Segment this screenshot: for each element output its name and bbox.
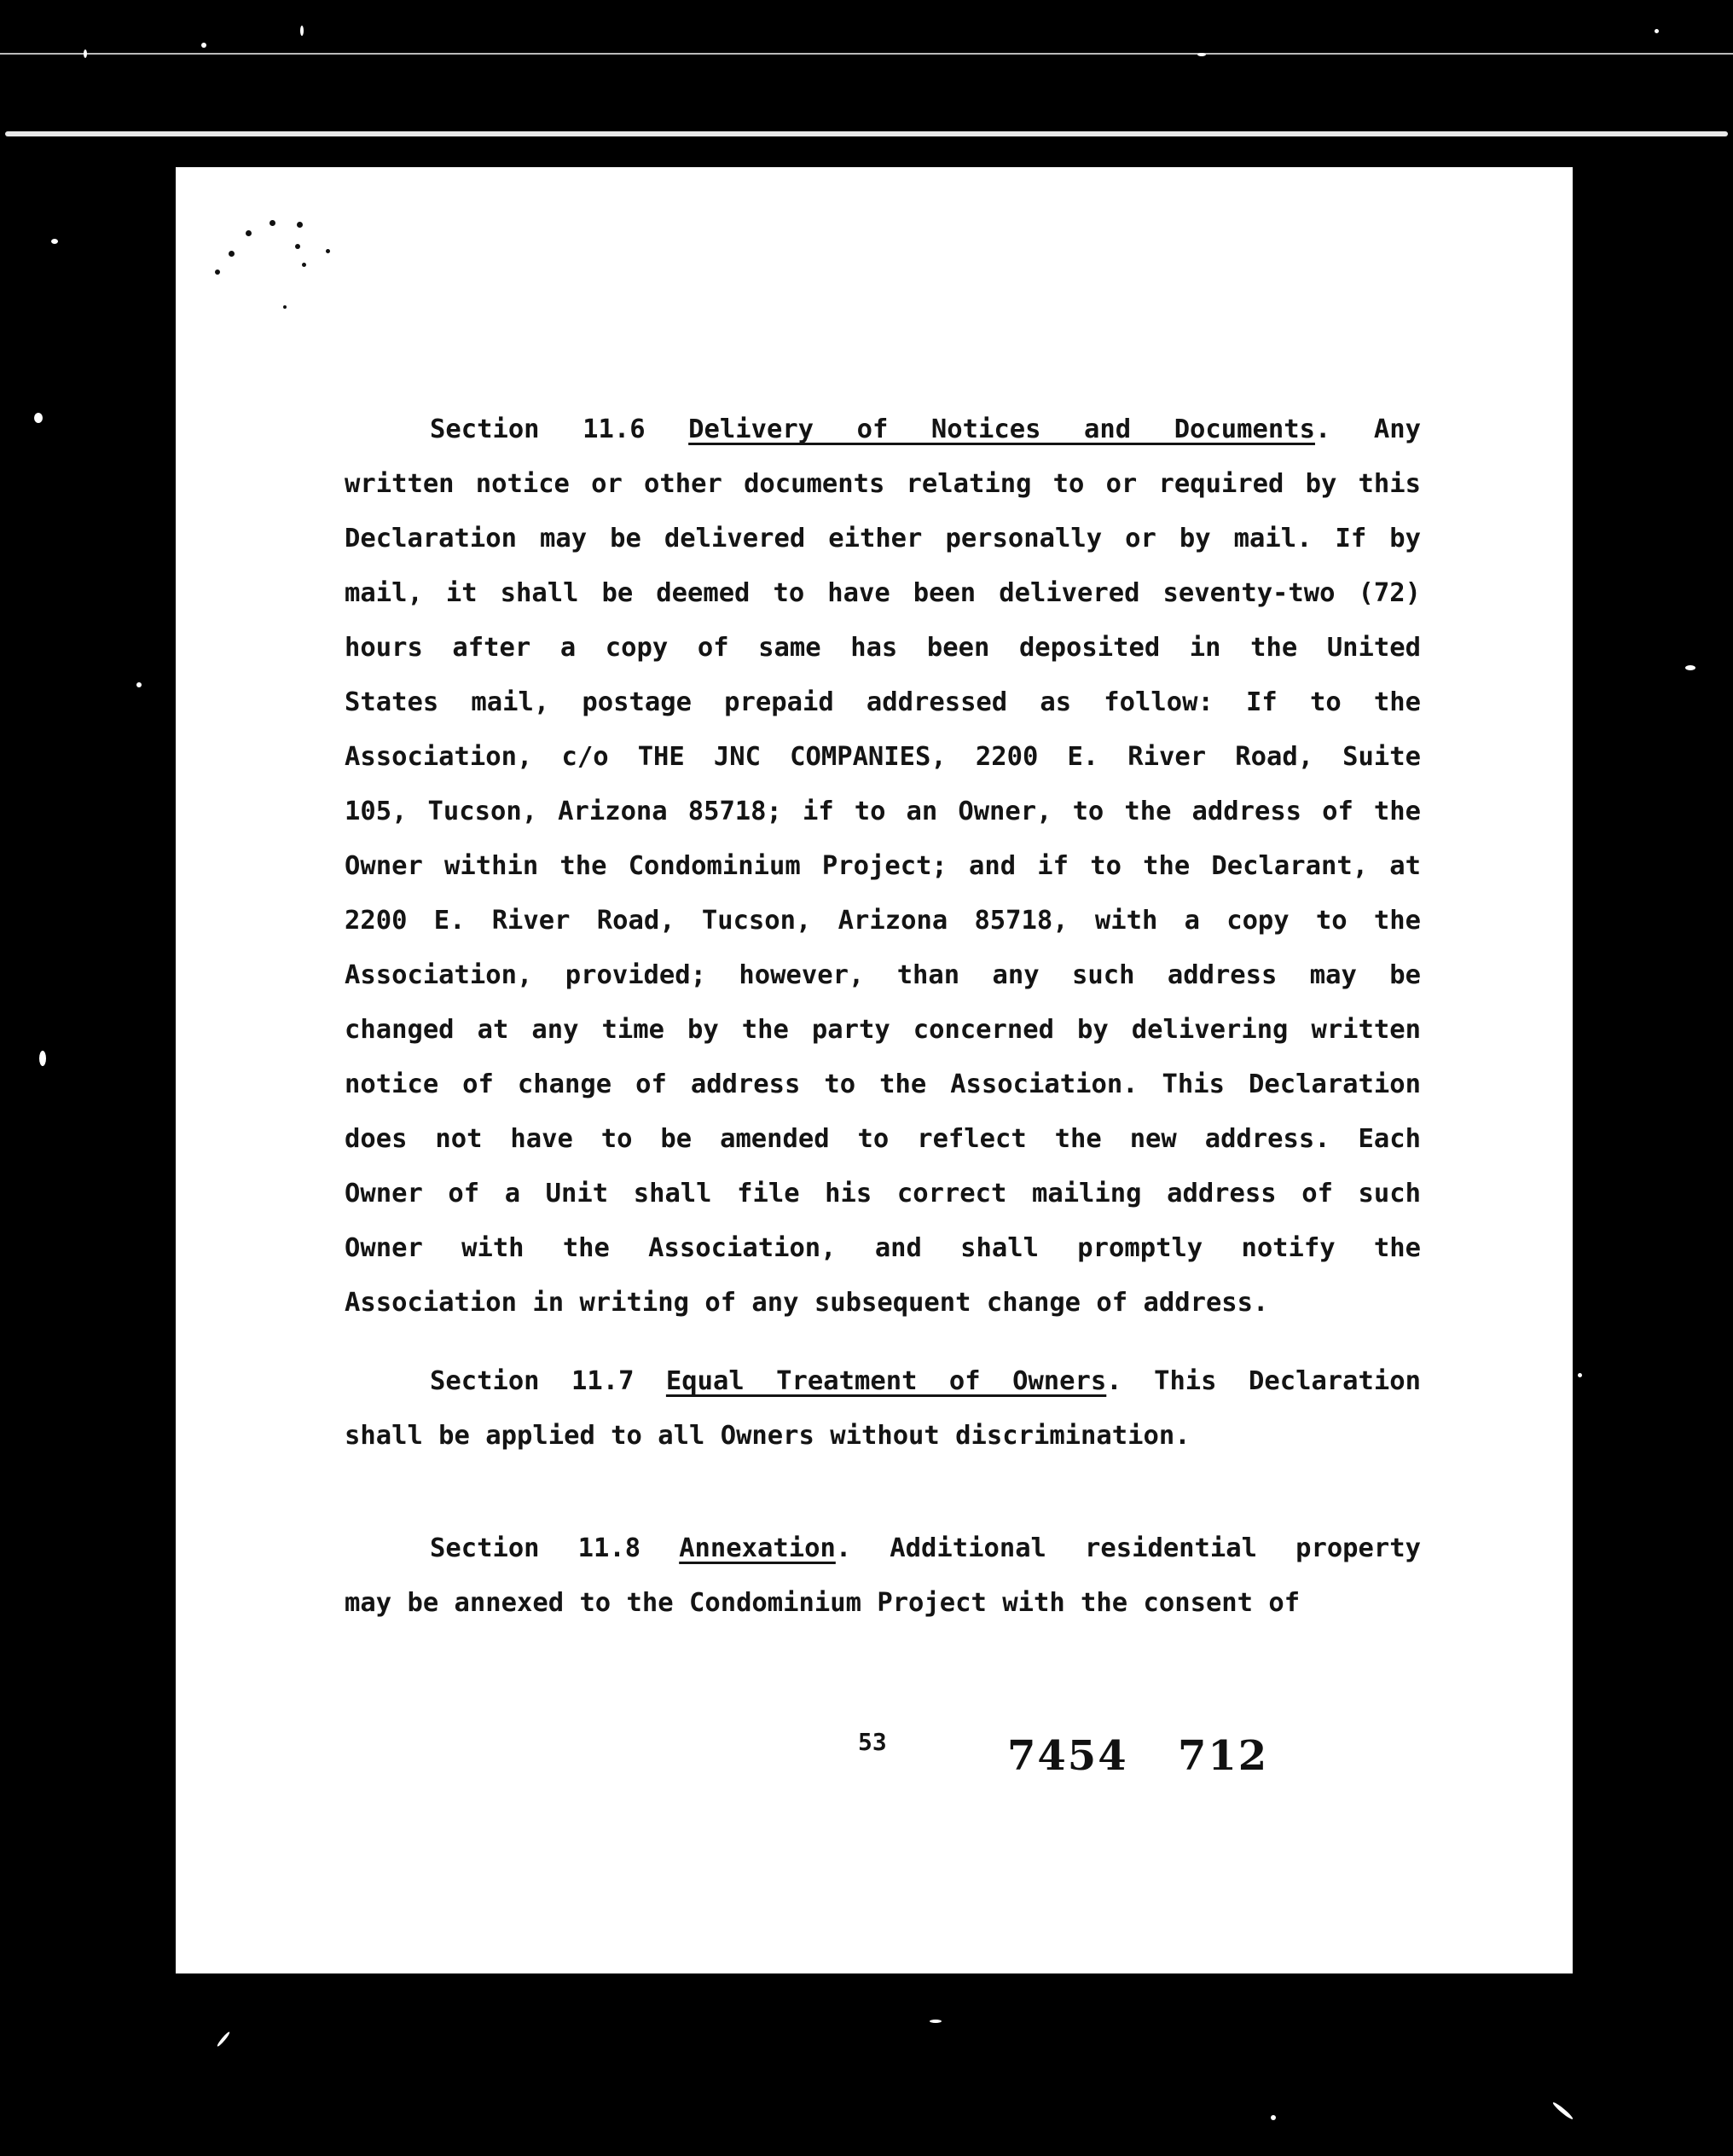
section-heading: Equal Treatment of Owners [665, 1366, 1107, 1396]
page-speck [246, 230, 252, 236]
page-speck [229, 251, 235, 257]
scan-speck [1551, 2101, 1574, 2120]
text-line: Section 11.8 Annexation. Additional residential property [430, 1533, 1421, 1563]
text-line: Declaration may be delivered either personally or by mail. If by [345, 524, 1421, 553]
scan-artifact-line [5, 131, 1728, 136]
text-line: Association, c/o THE JNC COMPANIES, 2200 E. River Road, Suite [345, 742, 1421, 772]
text-line: 105, Tucson, Arizona 85718; if to an Owner, to the address of the [345, 797, 1421, 826]
text-line: Owner with the Association, and shall promptly notify the [345, 1233, 1421, 1263]
section-heading: Annexation [679, 1533, 836, 1563]
recording-page-number: 712 [1178, 1732, 1269, 1780]
text-line: may be annexed to the Condominium Project with the consent of [345, 1588, 1301, 1618]
text-line: Owner of a Unit shall file his correct mailing address of such [345, 1179, 1421, 1208]
scan-speck [1655, 29, 1659, 33]
text-line: Association in writing of any subsequent change of address. [345, 1288, 1269, 1318]
page-speck [283, 305, 287, 309]
scan-speck [1197, 53, 1206, 56]
text-line: Owner within the Condominium Project; and if to the Declarant, at [345, 851, 1421, 881]
scan-speck [1578, 1373, 1582, 1377]
text-line: shall be applied to all Owners without discrimination. [345, 1421, 1191, 1451]
scan-speck [39, 1051, 46, 1066]
scan-speck [1685, 665, 1695, 670]
scan-speck [216, 2031, 230, 2047]
text-line: notice of change of address to the Association. This Declaration [345, 1069, 1421, 1099]
page-speck [302, 263, 306, 267]
text-line: Association, provided; however, than any such address may be [345, 960, 1421, 990]
text-line: Section 11.7 Equal Treatment of Owners. This Declaration [430, 1366, 1421, 1396]
scan-speck [136, 682, 142, 687]
section-11-6 [345, 403, 1421, 1330]
section-11-8 [345, 1521, 1421, 1631]
recording-book-number: 7454 [1007, 1732, 1128, 1780]
page-speck [270, 220, 275, 226]
page-speck [297, 222, 303, 228]
text-line: does not have to be amended to reflect the new address. Each [345, 1124, 1421, 1154]
text-line: changed at any time by the party concerned by delivering written [345, 1015, 1421, 1045]
scan-speck [201, 43, 206, 48]
scan-border-top [0, 0, 1733, 171]
scan-speck [1271, 2115, 1276, 2120]
scan-speck [84, 49, 87, 58]
text-line: written notice or other documents relating to or required by this [345, 469, 1421, 499]
section-heading: Delivery of Notices and Documents [688, 414, 1315, 444]
text-line: States mail, postage prepaid addressed as follow: If to the [345, 687, 1421, 717]
scan-speck [300, 26, 304, 36]
document-page [176, 167, 1573, 1973]
scan-speck [930, 2020, 942, 2023]
section-11-7 [345, 1354, 1421, 1463]
page-speck [326, 249, 330, 253]
page-speck [295, 244, 300, 249]
scan-speck [34, 413, 43, 423]
scan-artifact-line [0, 53, 1733, 55]
text-line: hours after a copy of same has been deposited in the United [345, 633, 1421, 663]
text-line: Section 11.6 Delivery of Notices and Documents. Any [430, 414, 1421, 444]
page-number: 53 [858, 1728, 887, 1756]
text-line: mail, it shall be deemed to have been delivered seventy-two (72) [345, 578, 1421, 608]
page-speck [215, 270, 220, 275]
text-line: 2200 E. River Road, Tucson, Arizona 85718, with a copy to the [345, 906, 1421, 936]
scan-speck [51, 239, 58, 244]
